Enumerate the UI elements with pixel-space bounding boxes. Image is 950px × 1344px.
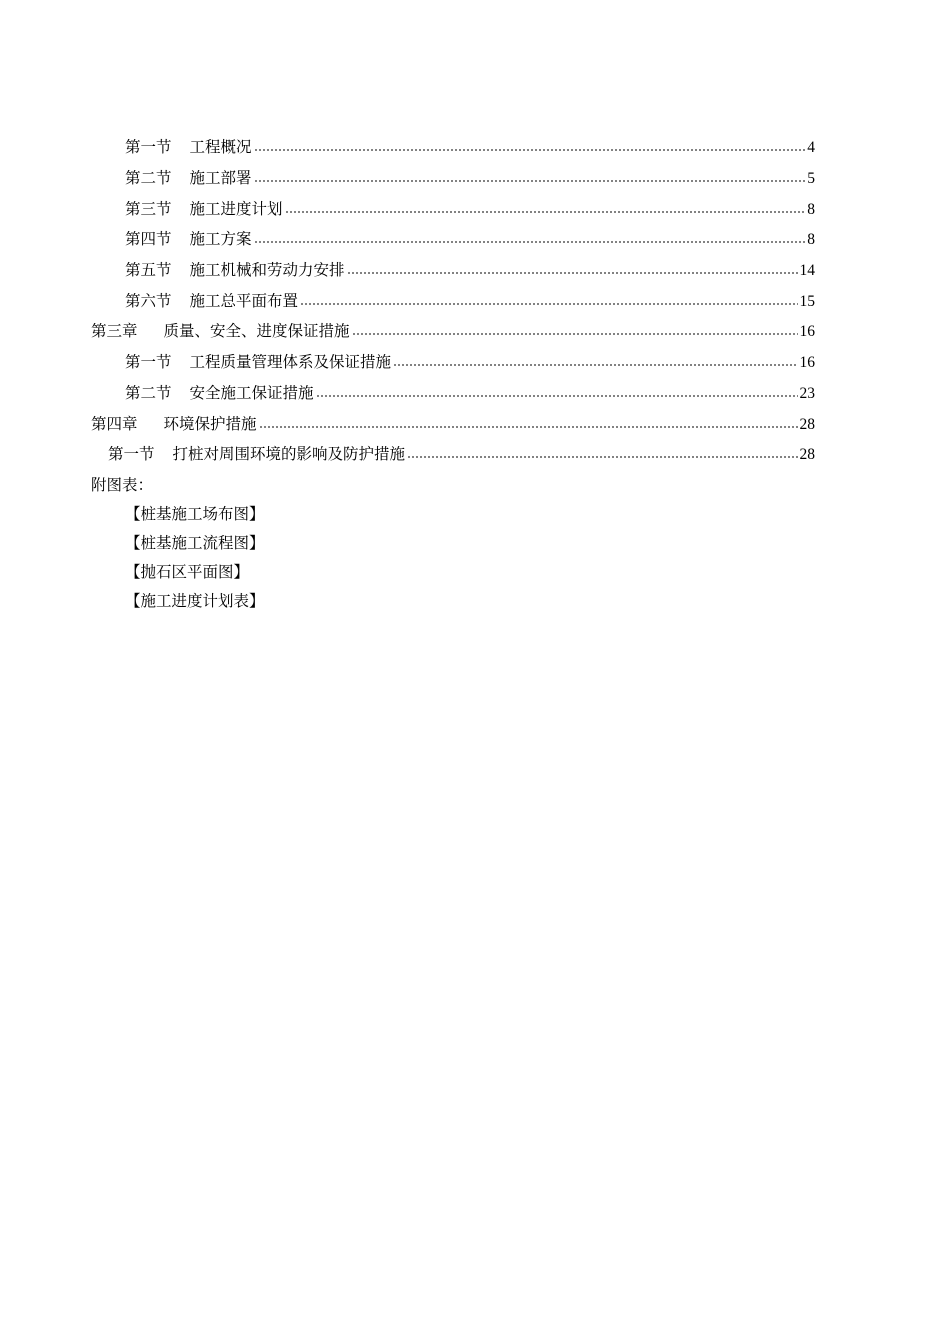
toc-entry-title: 质量、安全、进度保证措施 <box>163 322 350 340</box>
dot-leader <box>254 148 806 152</box>
appendix-item: 【桩基施工流程图】 <box>125 534 265 552</box>
toc-chapter-entry[interactable] <box>91 413 815 435</box>
toc-entry-title: 工程概况 <box>189 138 252 156</box>
dot-leader <box>407 455 797 459</box>
toc-entry-page: 5 <box>807 170 815 187</box>
toc-entry-page: 16 <box>799 354 815 371</box>
toc-entry-number: 第四章 <box>91 415 138 433</box>
toc-entry-page: 4 <box>807 139 815 156</box>
toc-entry[interactable] <box>108 443 815 465</box>
toc-entry-number: 第一节 <box>125 138 172 156</box>
toc-entry[interactable] <box>125 259 815 281</box>
dot-leader <box>259 425 798 429</box>
dot-leader <box>300 302 797 306</box>
toc-entry-number: 第三章 <box>91 322 138 340</box>
toc-entry-title: 环境保护措施 <box>163 415 257 433</box>
toc-entry[interactable] <box>125 167 815 189</box>
toc-entry[interactable] <box>125 198 815 220</box>
toc-entry-number: 第三节 <box>125 200 172 218</box>
dot-leader <box>316 394 798 398</box>
toc-entry[interactable] <box>125 136 815 158</box>
appendix-item: 【桩基施工场布图】 <box>125 505 265 523</box>
dot-leader <box>254 240 806 244</box>
dot-leader <box>285 210 806 214</box>
toc-entry-number: 第五节 <box>125 261 172 279</box>
toc-entry-number: 第一节 <box>108 445 155 463</box>
dot-leader <box>393 363 797 367</box>
toc-entry-page: 23 <box>799 385 815 402</box>
toc-entry-title: 工程质量管理体系及保证措施 <box>189 353 392 371</box>
toc-entry-page: 8 <box>807 231 815 248</box>
toc-entry[interactable] <box>125 351 815 373</box>
toc-entry-number: 第一节 <box>125 353 172 371</box>
toc-entry-title: 施工进度计划 <box>189 200 283 218</box>
appendix-item: 【施工进度计划表】 <box>125 592 265 610</box>
toc-entry-page: 16 <box>799 323 815 340</box>
dot-leader <box>254 179 806 183</box>
toc-entry-page: 15 <box>799 293 815 310</box>
toc-entry-number: 第二节 <box>125 169 172 187</box>
toc-entry-page: 28 <box>799 446 815 463</box>
toc-entry-number: 第二节 <box>125 384 172 402</box>
toc-entry-title: 打桩对周围环境的影响及防护措施 <box>172 445 406 463</box>
toc-entry-title: 安全施工保证措施 <box>189 384 314 402</box>
dot-leader <box>347 271 798 275</box>
toc-entry-page: 14 <box>799 262 815 279</box>
toc-entry-number: 第六节 <box>125 292 172 310</box>
toc-entry-title: 施工部署 <box>189 169 252 187</box>
toc-entry[interactable] <box>125 290 815 312</box>
toc-entry-number: 第四节 <box>125 230 172 248</box>
toc-entry-title: 施工机械和劳动力安排 <box>189 261 345 279</box>
toc-entry-page: 28 <box>799 416 815 433</box>
toc-entry-title: 施工方案 <box>189 230 252 248</box>
toc-entry[interactable] <box>125 382 815 404</box>
appendix-item: 【抛石区平面图】 <box>125 563 250 581</box>
toc-entry-page: 8 <box>807 201 815 218</box>
toc-chapter-entry[interactable] <box>91 320 815 342</box>
toc-entry[interactable] <box>125 228 815 250</box>
toc-entry-title: 施工总平面布置 <box>189 292 299 310</box>
dot-leader <box>352 332 798 336</box>
appendix-heading: 附图表： <box>91 476 154 494</box>
